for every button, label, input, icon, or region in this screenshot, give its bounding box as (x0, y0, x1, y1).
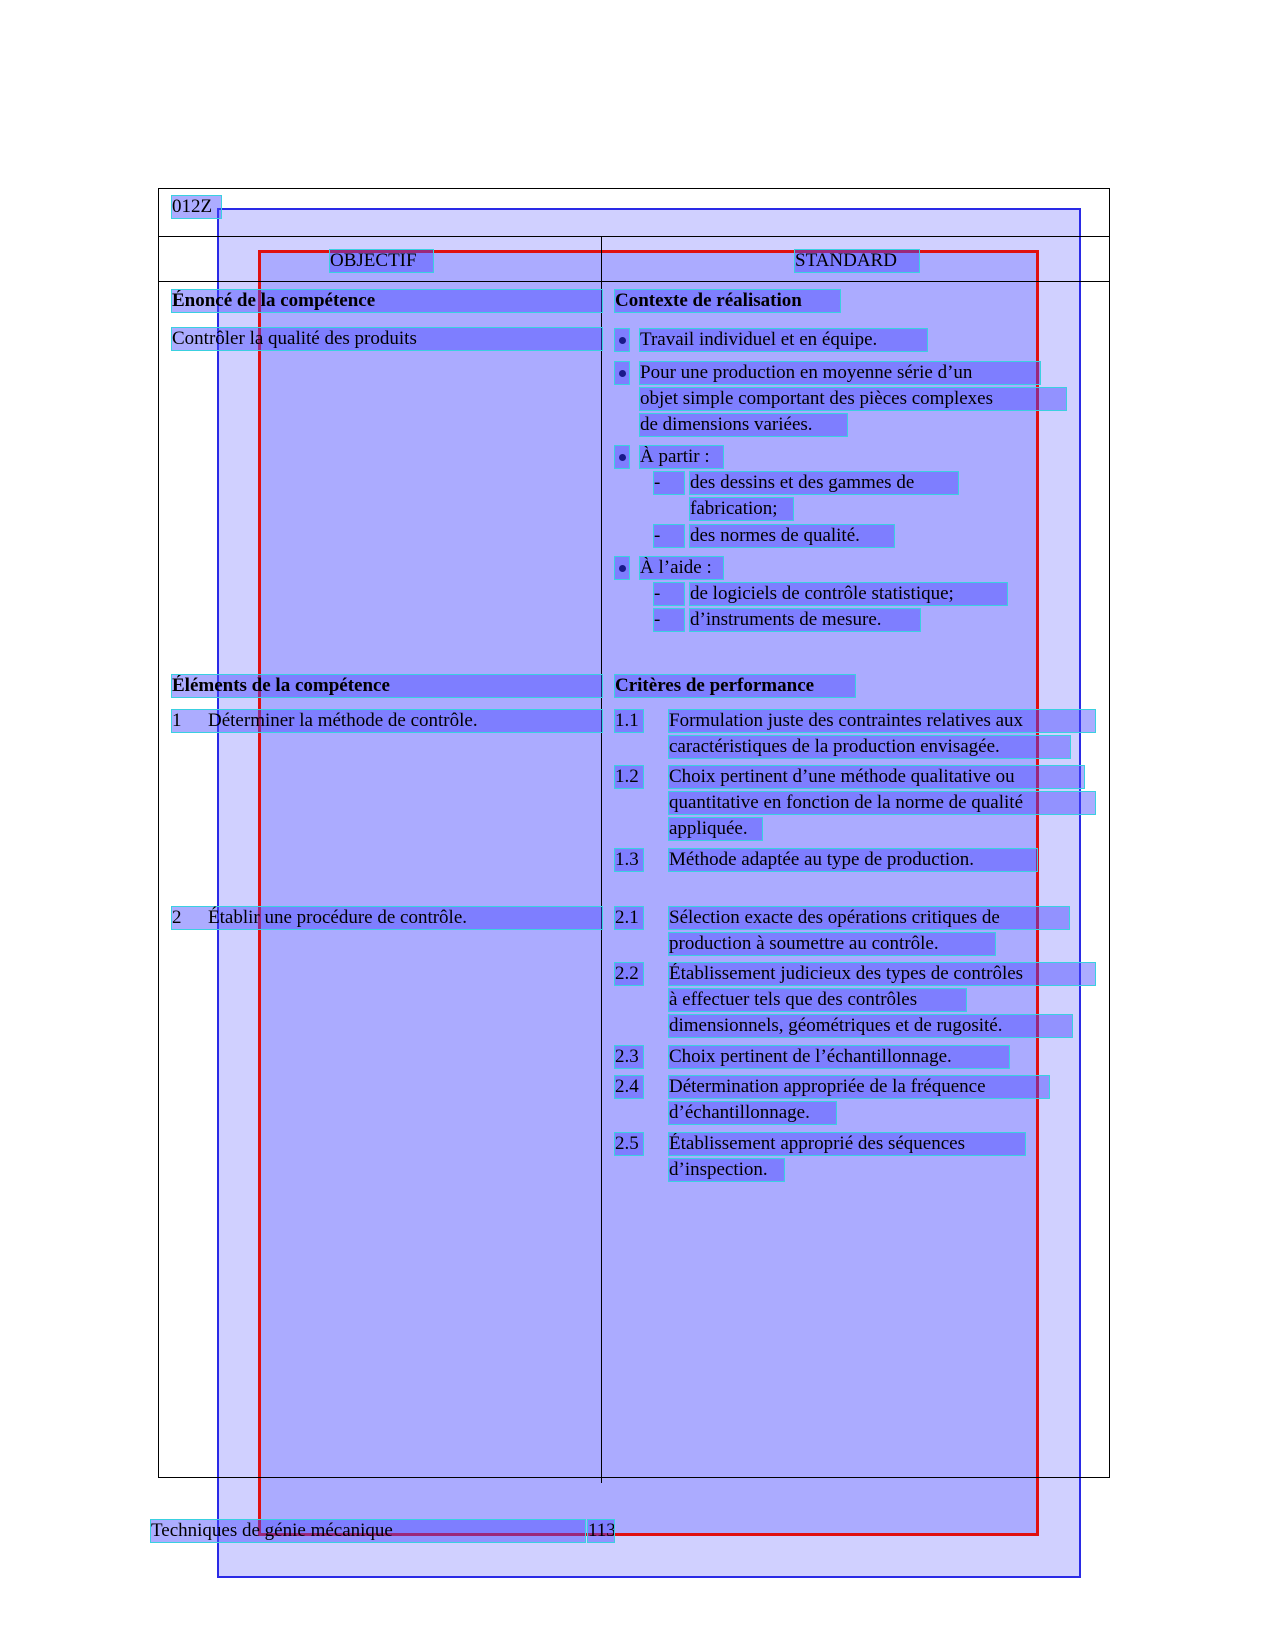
footer-page-number: 113 (588, 1520, 616, 1541)
critere-number: 1.1 (615, 710, 643, 732)
contexte-item: À l’aide : (640, 557, 723, 579)
critere-number: 2.3 (615, 1046, 643, 1068)
critere-line: appliquée. (669, 818, 762, 840)
elements-title: Éléments de la compétence (172, 675, 602, 697)
critere-line: production à soumettre au contrôle. (669, 933, 995, 955)
dash-icon: - (654, 609, 684, 631)
element-number: 1 (172, 710, 182, 731)
element-row (172, 907, 602, 929)
critere-line: Détermination appropriée de la fréquence (669, 1076, 1049, 1098)
table-divider-top (158, 236, 1110, 237)
critere-line: Méthode adaptée au type de production. (669, 849, 1037, 871)
contexte-subitem-line: d’instruments de mesure. (690, 609, 920, 631)
critere-line: Choix pertinent de l’échantillonnage. (669, 1046, 1009, 1068)
critere-line: dimensionnels, géométriques et de rugosité. (669, 1015, 1072, 1037)
criteres-title: Critères de performance (615, 675, 855, 697)
critere-line: Choix pertinent d’une méthode qualitative ou (669, 766, 1084, 788)
contexte-item: Travail individuel et en équipe. (640, 329, 927, 351)
critere-line: d’inspection. (669, 1159, 784, 1181)
critere-number: 2.5 (615, 1133, 643, 1155)
competence-code: 012Z (172, 196, 221, 218)
critere-number: 1.3 (615, 849, 643, 871)
enonce-text: Contrôler la qualité des produits (172, 328, 602, 350)
contexte-item-line: objet simple comportant des pièces complexes (640, 388, 1066, 410)
critere-line: quantitative en fonction de la norme de qualité (669, 792, 1095, 814)
contexte-item: À partir : (640, 446, 723, 468)
table-column-divider (601, 237, 602, 1483)
critere-line: Établissement approprié des séquences (669, 1133, 1025, 1155)
contexte-subitem-line: fabrication; (690, 498, 793, 520)
table-divider-header (158, 281, 1110, 282)
element-text: Établir une procédure de contrôle. (208, 907, 468, 928)
critere-line: Sélection exacte des opérations critiques de (669, 907, 1069, 929)
critere-line: à effectuer tels que des contrôles (669, 989, 966, 1011)
contexte-title: Contexte de réalisation (615, 290, 840, 312)
element-row (172, 710, 602, 732)
critere-line: d’échantillonnage. (669, 1102, 836, 1124)
dash-icon: - (654, 583, 684, 605)
critere-number: 2.4 (615, 1076, 643, 1098)
bullet-icon (615, 557, 629, 579)
critere-line: Établissement judicieux des types de contrôles (669, 963, 1095, 985)
header-objectif: OBJECTIF (330, 250, 433, 272)
bullet-icon (615, 329, 629, 351)
element-text: Déterminer la méthode de contrôle. (208, 710, 478, 731)
contexte-subitem-line: des dessins et des gammes de (690, 472, 958, 494)
contexte-subitem-line: de logiciels de contrôle statistique; (690, 583, 1007, 605)
critere-line: Formulation juste des contraintes relatives aux (669, 710, 1095, 732)
header-standard: STANDARD (795, 250, 919, 272)
bullet-icon (615, 446, 629, 468)
contexte-item-line: de dimensions variées. (640, 414, 847, 436)
critere-number: 2.1 (615, 907, 643, 929)
footer-program: Techniques de génie mécanique (151, 1520, 585, 1542)
critere-line: caractéristiques de la production envisagée. (669, 736, 1070, 758)
enonce-title: Énoncé de la compétence (172, 290, 602, 312)
element-number: 2 (172, 907, 182, 928)
dash-icon: - (654, 525, 684, 547)
critere-number: 2.2 (615, 963, 643, 985)
dash-icon: - (654, 472, 684, 494)
critere-number: 1.2 (615, 766, 643, 788)
contexte-item-line: Pour une production en moyenne série d’un (640, 362, 1040, 384)
contexte-subitem-line: des normes de qualité. (690, 525, 894, 547)
bullet-icon (615, 362, 629, 384)
